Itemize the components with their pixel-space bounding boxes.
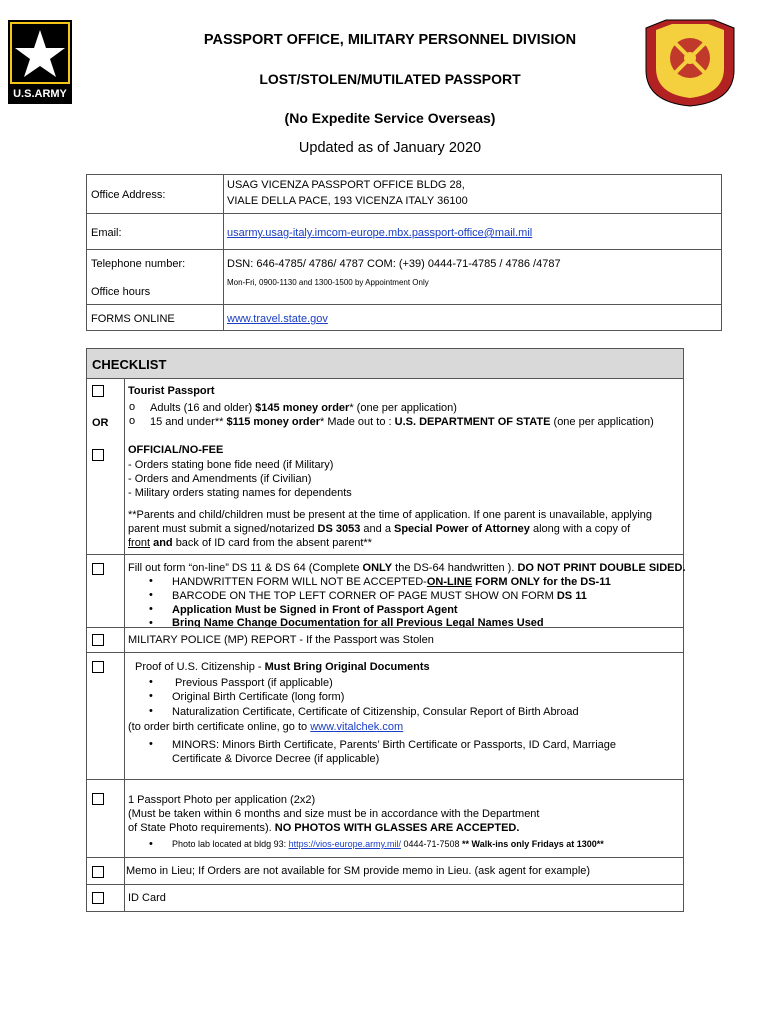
official-item-3: - Military orders stating names for dependents (128, 487, 352, 499)
checklist-table (86, 348, 684, 912)
bullet-icon: • (149, 575, 153, 587)
office-address-line2: VIALE DELLA PACE, 193 VICENZA ITALY 36100 (227, 195, 468, 207)
page-subtitle: LOST/STOLEN/MUTILATED PASSPORT (259, 71, 521, 87)
checklist-title: CHECKLIST (92, 357, 167, 372)
parents-note-line1: **Parents and child/children must be present at the time of application. If one parent is unavailable, applying (128, 509, 653, 521)
forms-checkbox[interactable] (92, 563, 104, 575)
citizenship-item-1: Previous Passport (if applicable) (175, 677, 333, 689)
minor-fee-line: 15 and under** $115 money order* Made out to : U.S. DEPARTMENT OF STATE (one per application) (150, 416, 654, 428)
office-address-line1: USAG VICENZA PASSPORT OFFICE BLDG 28, (227, 179, 465, 191)
bullet-icon: • (149, 603, 153, 615)
telephone-value: DSN: 646-4785/ 4786/ 4787 COM: (+39) 0444-71-4785 / 4786 /4787 (227, 258, 561, 270)
photo-checkbox[interactable] (92, 793, 104, 805)
citizenship-item-3: Naturalization Certificate, Certificate of Citizenship, Consular Report of Birth Abroad (172, 706, 579, 718)
updated-date: Updated as of January 2020 (298, 140, 482, 156)
photo-line-1: 1 Passport Photo per application (2x2) (128, 794, 316, 806)
bullet-icon: • (149, 738, 153, 750)
tourist-passport-checkbox[interactable] (92, 385, 104, 397)
bullet-icon: • (149, 690, 153, 702)
official-item-1: - Orders stating bone fide need (if Military) (128, 459, 334, 471)
parents-note-line2: parent must submit a signed/notarized DS 3053 and a Special Power of Attorney along with a copy of (128, 523, 631, 535)
expedite-note: (No Expedite Service Overseas) (284, 110, 496, 126)
office-hours-value: Mon-Fri, 0900-1130 and 1300-1500 by Appointment Only (227, 278, 429, 287)
or-label: OR (92, 417, 109, 429)
telephone-label: Telephone number: (91, 258, 186, 270)
forms-instruction: Fill out form “on-line” DS 11 & DS 64 (Complete ONLY the DS-64 handwritten ). DO NOT PRINT DOUBLE SIDED. (128, 562, 686, 574)
page-title: PASSPORT OFFICE, MILITARY PERSONNEL DIVISION (203, 32, 577, 48)
official-heading: OFFICIAL/NO-FEE (128, 444, 224, 456)
adult-fee-line: Adults (16 and older) $145 money order* (one per application) (150, 402, 457, 414)
tourist-passport-heading: Tourist Passport (128, 385, 215, 397)
vitalchek-line: (to order birth certificate online, go to www.vitalchek.com (128, 721, 404, 733)
official-item-2: - Orders and Amendments (if Civilian) (128, 473, 312, 485)
parents-note-line3: front and back of ID card from the absent parent** (128, 537, 372, 549)
citizenship-item-2: Original Birth Certificate (long form) (172, 691, 345, 703)
mp-report-checkbox[interactable] (92, 634, 104, 646)
memo-checkbox[interactable] (92, 866, 104, 878)
citizenship-checkbox[interactable] (92, 661, 104, 673)
army-logo-text: U.S.ARMY (13, 88, 67, 100)
bullet-icon: • (149, 589, 153, 601)
office-address-label: Office Address: (91, 189, 166, 201)
circle-bullet-icon: o (129, 401, 136, 413)
id-card-checkbox[interactable] (92, 892, 104, 904)
photo-line-3: of State Photo requirements). NO PHOTOS WITH GLASSES ARE ACCEPTED. (128, 822, 520, 834)
forms-bullet-4: Bring Name Change Documentation for all Previous Legal Names Used (172, 617, 544, 627)
memo-text: Memo in Lieu; If Orders are not available for SM provide memo in Lieu. (ask agent for example) (126, 865, 591, 877)
bullet-icon: • (149, 705, 153, 717)
forms-online-link[interactable]: www.travel.state.gov (227, 313, 328, 325)
forms-bullet-2: BARCODE ON THE TOP LEFT CORNER OF PAGE MUST SHOW ON FORM DS 11 (172, 590, 587, 602)
mp-report-text: MILITARY POLICE (MP) REPORT - If the Passport was Stolen (128, 634, 434, 646)
photo-line-2: (Must be taken within 6 months and size must be in accordance with the Department (128, 808, 540, 820)
forms-bullet-3: Application Must be Signed in Front of Passport Agent (172, 604, 458, 616)
email-link[interactable]: usarmy.usag-italy.imcom-europe.mbx.passport-office@mail.mil (227, 227, 533, 239)
checklist-header (87, 349, 683, 379)
circle-bullet-icon: o (129, 415, 136, 427)
vios-link[interactable]: https://vios-europe.army.mil/ (288, 839, 401, 849)
vitalchek-link[interactable]: www.vitalchek.com (310, 721, 404, 733)
official-passport-checkbox[interactable] (92, 449, 104, 461)
citizenship-heading: Proof of U.S. Citizenship - Must Bring Original Documents (135, 661, 430, 673)
forms-bullet-1: HANDWRITTEN FORM WILL NOT BE ACCEPTED-ON-LINE FORM ONLY for the DS-11 (172, 576, 611, 588)
office-hours-label: Office hours (91, 286, 151, 298)
forms-online-label: FORMS ONLINE (91, 313, 175, 325)
army-logo (8, 20, 72, 104)
minors-line-1: MINORS: Minors Birth Certificate, Parents’ Birth Certificate or Passports, ID Card, Marriage (172, 739, 616, 751)
bullet-icon: • (149, 676, 153, 688)
bullet-icon: • (149, 617, 153, 629)
office-info-table (86, 174, 722, 331)
minors-line-2: Certificate & Divorce Decree (if applicable) (172, 753, 380, 765)
bullet-icon: • (149, 838, 153, 850)
email-label: Email: (91, 227, 122, 239)
photo-lab-line: Photo lab located at bldg 93: https://vios-europe.army.mil/ 0444-71-7508 ** Walk-ins only Fridays at 1300** (172, 839, 604, 849)
id-card-text: ID Card (128, 892, 166, 904)
